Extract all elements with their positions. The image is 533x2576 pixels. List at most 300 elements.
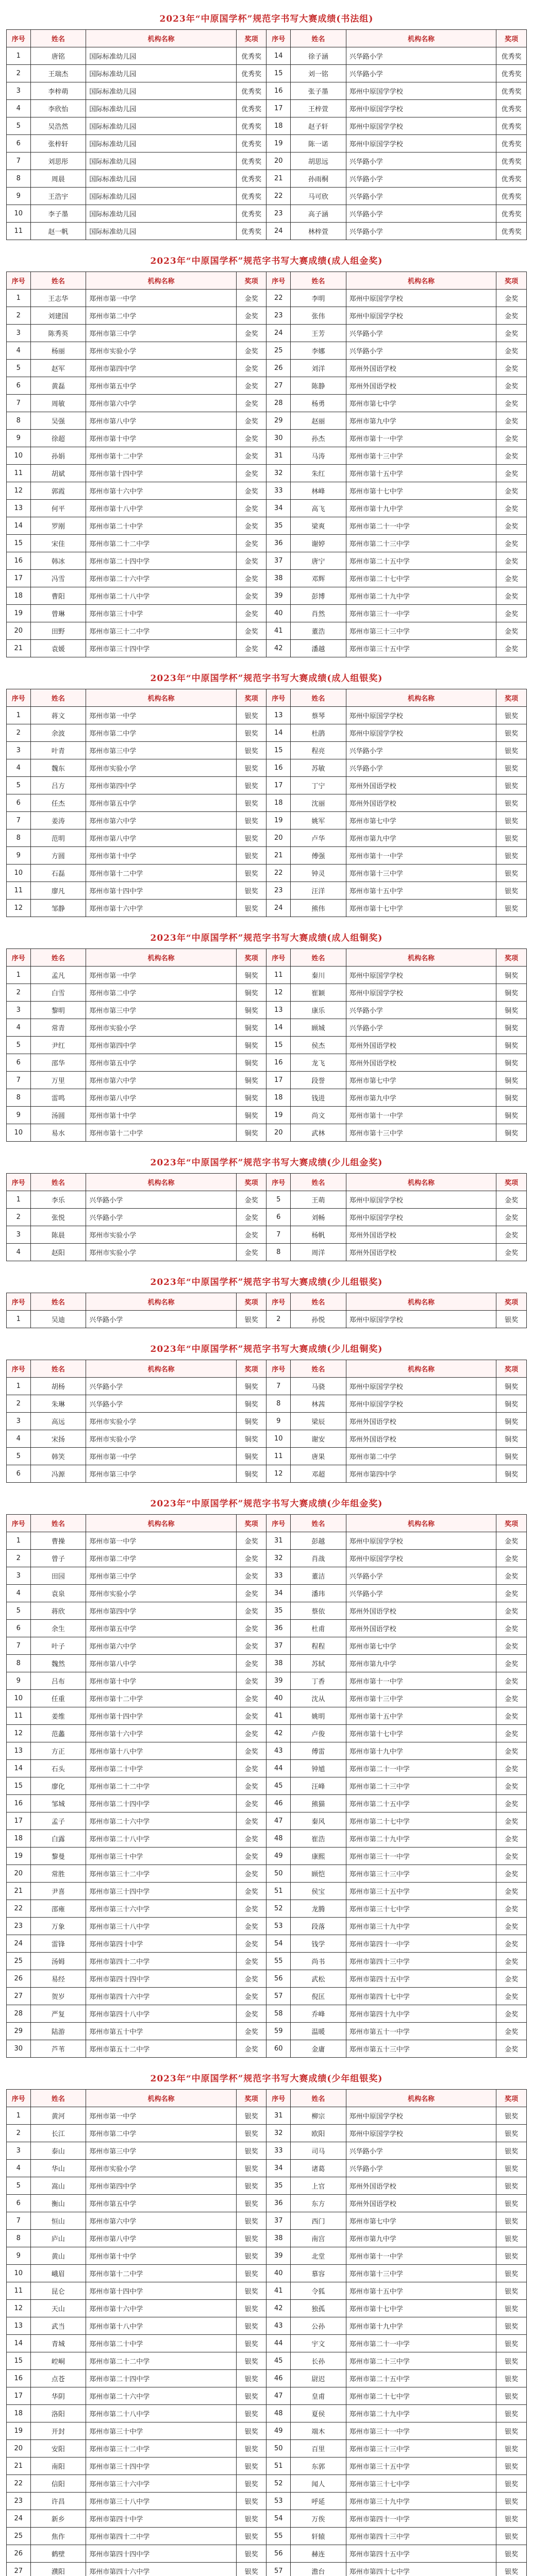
- award-cell: 铜奖: [496, 1430, 527, 1448]
- seq-cell: 13: [7, 500, 31, 517]
- seq-cell: 14: [7, 517, 31, 535]
- section-title: 2023年“中原国学杯”规范字书写大赛成绩(少儿组铜奖): [150, 1344, 383, 1354]
- name-cell: 黄山: [30, 2247, 86, 2265]
- org-cell: 郑州市第十三中学: [346, 1690, 496, 1707]
- seq-cell: 7: [7, 1072, 31, 1089]
- name-cell: 万象: [30, 1918, 86, 1935]
- org-cell: 郑州市第十三中学: [346, 447, 496, 465]
- name-cell: 西门: [291, 2212, 346, 2230]
- award-cell: 金奖: [236, 325, 266, 342]
- table-row: [7, 759, 527, 777]
- name-cell: 刘畅: [291, 1209, 346, 1226]
- table-row: [7, 290, 527, 307]
- seq-cell: 15: [266, 742, 291, 759]
- name-cell: 王浩宇: [30, 188, 86, 205]
- award-cell: 金奖: [496, 1865, 527, 1883]
- table-row: [7, 812, 527, 829]
- seq-cell: 5: [266, 1191, 291, 1209]
- name-cell: 王芳: [291, 325, 346, 342]
- org-cell: 郑州市第十二中学: [86, 865, 236, 882]
- name-cell: 周敏: [30, 395, 86, 412]
- name-cell: 余波: [30, 724, 86, 742]
- seq-cell: 18: [266, 1089, 291, 1107]
- org-cell: 郑州市第十六中学: [86, 2300, 236, 2317]
- table-header-row: [7, 1174, 527, 1191]
- name-cell: 吴浩然: [30, 117, 86, 135]
- award-cell: 金奖: [236, 430, 266, 447]
- org-cell: 郑州市第一中学: [86, 707, 236, 724]
- seq-cell: 3: [7, 1002, 31, 1019]
- org-cell: 郑州市第十九中学: [346, 1742, 496, 1760]
- name-cell: 周洋: [291, 1244, 346, 1261]
- table-row: [7, 325, 527, 342]
- seq-cell: 4: [7, 100, 31, 117]
- award-cell: 金奖: [496, 325, 527, 342]
- org-cell: 郑州市第一中学: [86, 1448, 236, 1465]
- award-cell: 铜奖: [236, 1465, 266, 1483]
- award-cell: 银奖: [496, 2317, 527, 2335]
- org-cell: 郑州市第五十一中学: [346, 2023, 496, 2040]
- name-cell: 秦川: [291, 967, 346, 984]
- award-cell: 银奖: [496, 2352, 527, 2370]
- award-cell: 铜奖: [496, 1448, 527, 1465]
- org-cell: 兴华路小学: [346, 1567, 496, 1585]
- header-name: 姓名: [30, 1515, 86, 1532]
- org-cell: 郑州外国语学校: [346, 1602, 496, 1620]
- name-cell: 衡山: [30, 2195, 86, 2212]
- name-cell: 百里: [291, 2440, 346, 2458]
- org-cell: 郑州市第四中学: [86, 2177, 236, 2195]
- award-cell: 优秀奖: [496, 223, 527, 240]
- name-cell: 魏然: [30, 1655, 86, 1672]
- header-name: 姓名: [291, 1293, 346, 1311]
- name-cell: 方正: [30, 1742, 86, 1760]
- seq-cell: 14: [266, 1019, 291, 1037]
- seq-cell: 6: [7, 2195, 31, 2212]
- seq-cell: 21: [266, 170, 291, 188]
- award-cell: 银奖: [236, 794, 266, 812]
- header-org: 机构名称: [86, 272, 236, 290]
- award-cell: 银奖: [236, 2422, 266, 2440]
- seq-cell: 24: [266, 325, 291, 342]
- seq-cell: 1: [7, 290, 31, 307]
- name-cell: 北堂: [291, 2247, 346, 2265]
- name-cell: 长孙: [291, 2352, 346, 2370]
- org-cell: 郑州市第十五中学: [346, 882, 496, 900]
- name-cell: 常胜: [30, 1865, 86, 1883]
- org-cell: 郑州市实验小学: [86, 1244, 236, 1261]
- header-name: 姓名: [30, 1174, 86, 1191]
- award-cell: 优秀奖: [236, 152, 266, 170]
- award-cell: 金奖: [236, 377, 266, 395]
- seq-cell: 20: [7, 622, 31, 640]
- seq-cell: 10: [7, 865, 31, 882]
- seq-cell: 21: [7, 640, 31, 657]
- table-row: [7, 605, 527, 622]
- name-cell: 青城: [30, 2335, 86, 2352]
- table-row: [7, 482, 527, 500]
- table-header-row: [7, 30, 527, 47]
- header-seq: 序号: [266, 272, 291, 290]
- award-cell: 金奖: [236, 1567, 266, 1585]
- award-cell: 金奖: [236, 1226, 266, 1244]
- org-cell: 郑州市第十四中学: [86, 1707, 236, 1725]
- table-row: [7, 2475, 527, 2493]
- seq-cell: 11: [7, 465, 31, 482]
- org-cell: 郑州市第十一中学: [346, 430, 496, 447]
- award-cell: 银奖: [496, 2405, 527, 2422]
- award-cell: 银奖: [496, 2212, 527, 2230]
- seq-cell: 11: [7, 882, 31, 900]
- award-cell: 银奖: [496, 2387, 527, 2405]
- table-row: [7, 1953, 527, 1970]
- name-cell: 林梓萱: [291, 223, 346, 240]
- org-cell: 郑州市第十八中学: [86, 1742, 236, 1760]
- name-cell: 白露: [30, 1830, 86, 1848]
- name-cell: 田园: [30, 1567, 86, 1585]
- seq-cell: 40: [266, 605, 291, 622]
- table-row: [7, 135, 527, 152]
- org-cell: 郑州市实验小学: [86, 1413, 236, 1430]
- seq-cell: 7: [7, 2212, 31, 2230]
- award-cell: 优秀奖: [496, 65, 527, 82]
- table-row: [7, 2422, 527, 2440]
- table-row: [7, 1089, 527, 1107]
- award-cell: 银奖: [236, 865, 266, 882]
- name-cell: 点苍: [30, 2370, 86, 2387]
- org-cell: 郑州市第二十四中学: [86, 552, 236, 570]
- seq-cell: 5: [7, 1037, 31, 1054]
- org-cell: 郑州市第四十七中学: [346, 2563, 496, 2576]
- seq-cell: 49: [266, 2422, 291, 2440]
- table-row: [7, 1378, 527, 1395]
- seq-cell: 1: [7, 1191, 31, 1209]
- header-org: 机构名称: [346, 949, 496, 967]
- award-cell: 优秀奖: [496, 152, 527, 170]
- table-row: [7, 1465, 527, 1483]
- seq-cell: 3: [7, 82, 31, 100]
- award-cell: 铜奖: [236, 1037, 266, 1054]
- seq-cell: 19: [7, 2422, 31, 2440]
- org-cell: 郑州市第十一中学: [346, 2247, 496, 2265]
- seq-cell: 12: [266, 984, 291, 1002]
- seq-cell: 23: [7, 2493, 31, 2510]
- name-cell: 李明: [291, 290, 346, 307]
- seq-cell: 4: [7, 342, 31, 360]
- name-cell: 周晨: [30, 170, 86, 188]
- org-cell: 郑州市第五十三中学: [346, 2040, 496, 2058]
- org-cell: 兴华路小学: [86, 1209, 236, 1226]
- org-cell: 郑州市第三中学: [86, 1567, 236, 1585]
- name-cell: 钟灵: [291, 865, 346, 882]
- name-cell: 魏东: [30, 759, 86, 777]
- name-cell: 杨勇: [291, 395, 346, 412]
- name-cell: 天山: [30, 2300, 86, 2317]
- org-cell: 郑州市第二十三中学: [346, 535, 496, 552]
- award-cell: 金奖: [236, 552, 266, 570]
- seq-cell: 3: [7, 742, 31, 759]
- seq-cell: 9: [7, 847, 31, 865]
- org-cell: 兴华路小学: [346, 152, 496, 170]
- award-cell: 银奖: [496, 2282, 527, 2300]
- header-award: 奖项: [236, 30, 266, 47]
- name-cell: 邹城: [30, 1795, 86, 1812]
- seq-cell: 30: [266, 430, 291, 447]
- org-cell: 郑州市第五十中学: [86, 2023, 236, 2040]
- org-cell: 郑州市第十中学: [86, 847, 236, 865]
- seq-cell: 14: [266, 724, 291, 742]
- seq-cell: 16: [266, 759, 291, 777]
- name-cell: 崔浩: [291, 1830, 346, 1848]
- name-cell: 邵华: [30, 1054, 86, 1072]
- award-cell: 金奖: [236, 1725, 266, 1742]
- name-cell: 孙悦: [291, 1311, 346, 1328]
- table-row: [7, 412, 527, 430]
- award-cell: 金奖: [496, 1567, 527, 1585]
- award-cell: 银奖: [496, 2458, 527, 2475]
- name-cell: 康乐: [291, 1002, 346, 1019]
- name-cell: 邓辉: [291, 570, 346, 587]
- award-cell: 金奖: [496, 1795, 527, 1812]
- seq-cell: 20: [266, 1124, 291, 1142]
- table-row: [7, 2247, 527, 2265]
- org-cell: 郑州市第二十四中学: [86, 1795, 236, 1812]
- org-cell: 郑州市实验小学: [86, 759, 236, 777]
- org-cell: 郑州市第二十三中学: [346, 1777, 496, 1795]
- seq-cell: 22: [266, 865, 291, 882]
- seq-cell: 2: [7, 1550, 31, 1567]
- seq-cell: 1: [7, 967, 31, 984]
- org-cell: 郑州外国语学校: [346, 1226, 496, 1244]
- org-cell: 郑州市第二十九中学: [346, 1830, 496, 1848]
- table-row: [7, 82, 527, 100]
- award-cell: 金奖: [496, 1760, 527, 1777]
- table-row: [7, 1900, 527, 1918]
- name-cell: 潘越: [291, 640, 346, 657]
- award-cell: 金奖: [496, 1655, 527, 1672]
- org-cell: 郑州市第三十五中学: [346, 2458, 496, 2475]
- award-cell: 银奖: [496, 777, 527, 794]
- seq-cell: 32: [266, 465, 291, 482]
- seq-cell: 4: [7, 2160, 31, 2177]
- seq-cell: 4: [7, 1585, 31, 1602]
- seq-cell: 26: [7, 2545, 31, 2563]
- header-award: 奖项: [496, 1515, 527, 1532]
- name-cell: 尚文: [291, 1107, 346, 1124]
- org-cell: 郑州市第三十六中学: [86, 2475, 236, 2493]
- section-title: 2023年“中原国学杯”规范字书写大赛成绩(少儿组银奖): [150, 1277, 383, 1287]
- org-cell: 郑州市第六中学: [86, 1072, 236, 1089]
- seq-cell: 2: [266, 1311, 291, 1328]
- org-cell: 兴华路小学: [346, 1002, 496, 1019]
- seq-cell: 15: [7, 1777, 31, 1795]
- org-cell: 兴华路小学: [346, 47, 496, 65]
- name-cell: 肖然: [291, 605, 346, 622]
- seq-cell: 18: [266, 117, 291, 135]
- org-cell: 郑州中原国学学校: [346, 967, 496, 984]
- org-cell: 郑州市第六中学: [86, 395, 236, 412]
- table-row: [7, 500, 527, 517]
- name-cell: 恒山: [30, 2212, 86, 2230]
- award-cell: 金奖: [496, 2005, 527, 2023]
- seq-cell: 56: [266, 2545, 291, 2563]
- award-cell: 铜奖: [496, 1072, 527, 1089]
- header-award: 奖项: [496, 689, 527, 707]
- award-cell: 银奖: [236, 2563, 266, 2576]
- award-cell: 优秀奖: [496, 100, 527, 117]
- name-cell: 张悦: [30, 1209, 86, 1226]
- org-cell: 兴华路小学: [346, 325, 496, 342]
- seq-cell: 28: [7, 2005, 31, 2023]
- seq-cell: 49: [266, 1848, 291, 1865]
- org-cell: 郑州市第十一中学: [346, 847, 496, 865]
- org-cell: 郑州外国语学校: [346, 1430, 496, 1448]
- table-row: [7, 100, 527, 117]
- seq-cell: 42: [266, 1725, 291, 1742]
- award-cell: 银奖: [236, 759, 266, 777]
- award-cell: 金奖: [236, 570, 266, 587]
- name-cell: 陈秀英: [30, 325, 86, 342]
- award-section: [6, 1490, 527, 2058]
- org-cell: 郑州中原国学学校: [346, 1209, 496, 1226]
- award-cell: 金奖: [236, 587, 266, 605]
- seq-cell: 23: [266, 882, 291, 900]
- name-cell: 高子涵: [291, 205, 346, 223]
- award-cell: 金奖: [236, 2005, 266, 2023]
- seq-cell: 4: [7, 1019, 31, 1037]
- award-cell: 银奖: [236, 2387, 266, 2405]
- seq-cell: 9: [7, 1672, 31, 1690]
- org-cell: 郑州中原国学学校: [346, 1395, 496, 1413]
- header-org: 机构名称: [346, 689, 496, 707]
- name-cell: 张子墨: [291, 82, 346, 100]
- table-row: [7, 307, 527, 325]
- name-cell: 上官: [291, 2177, 346, 2195]
- award-cell: 银奖: [236, 2528, 266, 2545]
- org-cell: 郑州市第二十二中学: [86, 1777, 236, 1795]
- table-row: [7, 1124, 527, 1142]
- header-org: 机构名称: [86, 1174, 236, 1191]
- award-cell: 银奖: [236, 1311, 266, 1328]
- seq-cell: 9: [7, 188, 31, 205]
- table-row: [7, 1226, 527, 1244]
- header-seq: 序号: [7, 1360, 31, 1378]
- award-cell: 金奖: [236, 1191, 266, 1209]
- org-cell: 郑州市第四中学: [86, 360, 236, 377]
- name-cell: 赫连: [291, 2545, 346, 2563]
- name-cell: 蒋文: [30, 707, 86, 724]
- seq-cell: 56: [266, 1970, 291, 1988]
- award-cell: 银奖: [236, 2440, 266, 2458]
- header-org: 机构名称: [86, 949, 236, 967]
- name-cell: 刘洋: [291, 360, 346, 377]
- table-row: [7, 2005, 527, 2023]
- org-cell: 郑州外国语学校: [346, 360, 496, 377]
- org-cell: 郑州市第七中学: [346, 1637, 496, 1655]
- award-cell: 金奖: [236, 1812, 266, 1830]
- name-cell: 赵军: [30, 360, 86, 377]
- award-cell: 银奖: [236, 2370, 266, 2387]
- name-cell: 易经: [30, 1970, 86, 1988]
- award-cell: 优秀奖: [236, 135, 266, 152]
- org-cell: 郑州市第二十八中学: [86, 1830, 236, 1848]
- header-seq: 序号: [7, 1515, 31, 1532]
- name-cell: 姜维: [30, 1707, 86, 1725]
- award-cell: 银奖: [496, 724, 527, 742]
- award-section: [6, 5, 527, 240]
- org-cell: 国际标准幼儿园: [86, 100, 236, 117]
- award-cell: 金奖: [496, 1585, 527, 1602]
- seq-cell: 7: [7, 152, 31, 170]
- table-row: [7, 65, 527, 82]
- org-cell: 郑州中原国学学校: [346, 307, 496, 325]
- table-row: [7, 2212, 527, 2230]
- org-cell: 郑州市实验小学: [86, 1226, 236, 1244]
- award-cell: 优秀奖: [236, 47, 266, 65]
- seq-cell: 33: [266, 2142, 291, 2160]
- org-cell: 国际标准幼儿园: [86, 188, 236, 205]
- name-cell: 熊伟: [291, 900, 346, 917]
- award-cell: 优秀奖: [496, 188, 527, 205]
- org-cell: 郑州市第二中学: [86, 1550, 236, 1567]
- table-row: [7, 2563, 527, 2576]
- seq-cell: 4: [7, 1244, 31, 1261]
- table-header-row: [7, 689, 527, 707]
- name-cell: 新乡: [30, 2510, 86, 2528]
- org-cell: 郑州市实验小学: [86, 2160, 236, 2177]
- award-cell: 银奖: [496, 2563, 527, 2576]
- section-title: 2023年“中原国学杯”规范字书写大赛成绩(成人组银奖): [150, 673, 383, 684]
- name-cell: 许昌: [30, 2493, 86, 2510]
- org-cell: 郑州市第二十七中学: [346, 1812, 496, 1830]
- seq-cell: 25: [7, 2528, 31, 2545]
- name-cell: 易水: [30, 1124, 86, 1142]
- name-cell: 杜甫: [291, 1620, 346, 1637]
- name-cell: 诸葛: [291, 2160, 346, 2177]
- org-cell: 郑州中原国学学校: [346, 1311, 496, 1328]
- name-cell: 曾琳: [30, 605, 86, 622]
- org-cell: 郑州市第四十五中学: [346, 2545, 496, 2563]
- name-cell: 黄磊: [30, 377, 86, 395]
- seq-cell: 10: [7, 205, 31, 223]
- award-cell: 金奖: [236, 1970, 266, 1988]
- name-cell: 王梓萱: [291, 100, 346, 117]
- name-cell: 卢俊: [291, 1725, 346, 1742]
- award-cell: 金奖: [236, 1655, 266, 1672]
- name-cell: 孙娟: [30, 447, 86, 465]
- seq-cell: 38: [266, 2230, 291, 2247]
- seq-cell: 41: [266, 1707, 291, 1725]
- name-cell: 杨帆: [291, 1226, 346, 1244]
- table-row: [7, 2370, 527, 2387]
- org-cell: 郑州市第二十中学: [86, 517, 236, 535]
- name-cell: 濮阳: [30, 2563, 86, 2576]
- name-cell: 焦作: [30, 2528, 86, 2545]
- seq-cell: 8: [7, 829, 31, 847]
- table-row: [7, 1725, 527, 1742]
- org-cell: 郑州市第十三中学: [346, 865, 496, 882]
- table-row: [7, 2142, 527, 2160]
- seq-cell: 19: [266, 812, 291, 829]
- org-cell: 郑州市第十七中学: [346, 900, 496, 917]
- seq-cell: 19: [7, 605, 31, 622]
- award-cell: 优秀奖: [236, 82, 266, 100]
- name-cell: 陈晨: [30, 1226, 86, 1244]
- award-cell: 金奖: [236, 1550, 266, 1567]
- header-seq: 序号: [7, 1293, 31, 1311]
- award-cell: 银奖: [236, 2142, 266, 2160]
- seq-cell: 5: [7, 1448, 31, 1465]
